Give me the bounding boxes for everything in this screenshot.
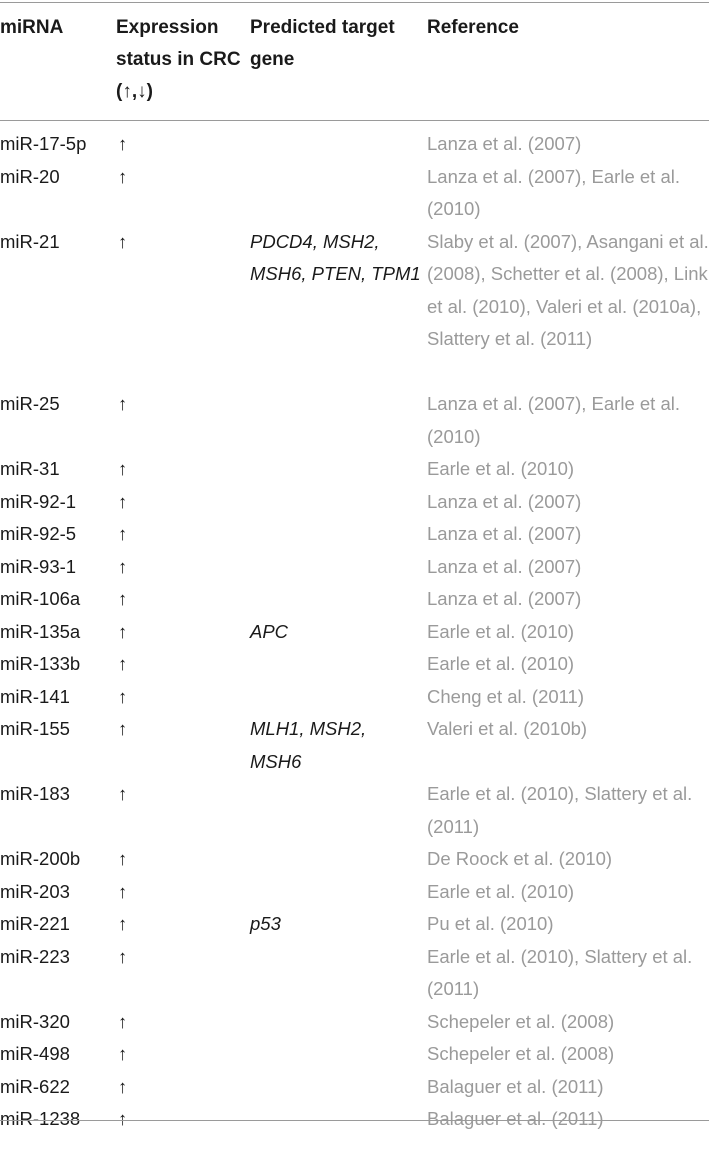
target-gene-cell: MLH1, MSH2, MSH6 — [250, 718, 367, 772]
reference-cell: Lanza et al. (2007), Earle et al. (2010) — [427, 165, 680, 219]
status-cell: ↑ — [118, 1108, 128, 1129]
table-row — [0, 778, 709, 843]
table-row — [0, 1038, 709, 1071]
status-cell: ↑ — [118, 685, 128, 707]
mirna-cell: miR-203 — [0, 880, 70, 902]
reference-cell: Balaguer et al. (2011) — [427, 1108, 604, 1129]
status-cell: ↑ — [118, 945, 128, 967]
mirna-cell: miR-183 — [0, 783, 70, 804]
reference-cell: De Roock et al. (2010) — [427, 848, 613, 869]
reference-cell: Cheng et al. (2011) — [427, 685, 585, 707]
reference-cell: Valeri et al. (2010b) — [427, 718, 588, 739]
reference-cell: Pu et al. (2010) — [427, 913, 554, 934]
status-cell: ↑ — [118, 1075, 128, 1097]
reference-cell: Lanza et al. (2007) — [427, 555, 582, 577]
mirna-cell: miR-20 — [0, 165, 60, 187]
reference-cell: Schepeler et al. (2008) — [427, 1010, 615, 1032]
mirna-cell: miR-320 — [0, 1010, 70, 1032]
mirna-cell: miR-141 — [0, 685, 70, 707]
table-row — [0, 388, 709, 453]
table-row — [0, 128, 709, 161]
table-row — [0, 226, 709, 389]
table-top-rule — [0, 2, 709, 3]
table-row — [0, 551, 709, 584]
status-cell: ↑ — [118, 848, 128, 869]
mirna-cell: miR-92-5 — [0, 523, 77, 544]
mirna-cell: miR-223 — [0, 945, 70, 967]
reference-cell: Earle et al. (2010) — [427, 458, 575, 479]
status-cell: ↑ — [118, 133, 128, 154]
table-row — [0, 941, 709, 1006]
mirna-cell: miR-31 — [0, 458, 60, 479]
table-row — [0, 876, 709, 909]
table-row — [0, 161, 709, 226]
reference-cell: Lanza et al. (2007), Earle et al. (2010) — [427, 393, 680, 447]
reference-cell: Schepeler et al. (2008) — [427, 1043, 615, 1064]
status-cell: ↑ — [118, 913, 128, 934]
table-row — [0, 453, 709, 486]
reference-cell: Lanza et al. (2007) — [427, 523, 582, 544]
header-expression-status: Expression status in CRC (↑,↓) — [116, 17, 241, 102]
table-row — [0, 583, 709, 616]
mirna-cell: miR-135a — [0, 620, 81, 642]
reference-cell: Lanza et al. (2007) — [427, 133, 582, 154]
reference-cell: Earle et al. (2010), Slattery et al. (2011) — [427, 783, 693, 837]
mirna-cell: miR-106a — [0, 588, 81, 609]
status-cell: ↑ — [118, 588, 128, 609]
mirna-cell: miR-17-5p — [0, 133, 87, 154]
reference-cell: Earle et al. (2010) — [427, 620, 575, 642]
mirna-cell: miR-92-1 — [0, 490, 77, 512]
table-row — [0, 1071, 709, 1104]
status-cell: ↑ — [118, 1010, 128, 1032]
target-gene-cell: PDCD4, MSH2, MSH6, PTEN, TPM1 — [250, 230, 421, 284]
status-cell: ↑ — [118, 718, 128, 739]
reference-cell: Earle et al. (2010) — [427, 653, 575, 674]
table-row — [0, 486, 709, 519]
mirna-cell: miR-155 — [0, 718, 70, 739]
reference-cell: Lanza et al. (2007) — [427, 490, 582, 512]
reference-cell: Lanza et al. (2007) — [427, 588, 582, 609]
status-cell: ↑ — [118, 620, 128, 642]
target-gene-cell: p53 — [250, 913, 281, 934]
status-cell: ↑ — [118, 1043, 128, 1064]
mirna-cell: miR-498 — [0, 1043, 70, 1064]
status-cell: ↑ — [118, 783, 128, 804]
header-reference: Reference — [427, 17, 519, 38]
reference-cell: Balaguer et al. (2011) — [427, 1075, 604, 1097]
target-gene-cell: APC — [250, 620, 289, 642]
status-cell: ↑ — [118, 490, 128, 512]
table-row — [0, 648, 709, 681]
status-cell: ↑ — [118, 230, 128, 252]
status-cell: ↑ — [118, 653, 128, 674]
table-body — [0, 128, 709, 1136]
table-row — [0, 1006, 709, 1039]
status-cell: ↑ — [118, 880, 128, 902]
table-row — [0, 908, 709, 941]
mirna-cell: miR-133b — [0, 653, 81, 674]
mirna-cell: miR-25 — [0, 393, 60, 414]
status-cell: ↑ — [118, 393, 128, 414]
mirna-cell: miR-21 — [0, 230, 60, 252]
reference-cell: Slaby et al. (2007), Asangani et al. (2008), Schetter et al. (2008), Link et al. (2010), Valeri et al. (2010a), Slattery et al. (2011) — [427, 230, 709, 349]
table-row — [0, 518, 709, 551]
mirna-cell: miR-200b — [0, 848, 81, 869]
mirna-cell: miR-1238 — [0, 1108, 81, 1129]
reference-cell: Earle et al. (2010) — [427, 880, 575, 902]
header-mirna: miRNA — [0, 17, 64, 38]
table-row — [0, 616, 709, 649]
table-row — [0, 713, 709, 778]
table-row — [0, 681, 709, 714]
status-cell: ↑ — [118, 458, 128, 479]
table-header — [0, 12, 709, 112]
table-bottom-rule — [0, 1120, 709, 1121]
mirna-cell: miR-221 — [0, 913, 70, 934]
status-cell: ↑ — [118, 523, 128, 544]
table-header-rule — [0, 120, 709, 121]
mirna-cell: miR-622 — [0, 1075, 70, 1097]
table-row — [0, 843, 709, 876]
status-cell: ↑ — [118, 165, 128, 187]
mirna-cell: miR-93-1 — [0, 555, 77, 577]
reference-cell: Earle et al. (2010), Slattery et al. (2011) — [427, 945, 693, 999]
header-predicted-target: Predicted target gene — [250, 17, 395, 70]
status-cell: ↑ — [118, 555, 128, 577]
